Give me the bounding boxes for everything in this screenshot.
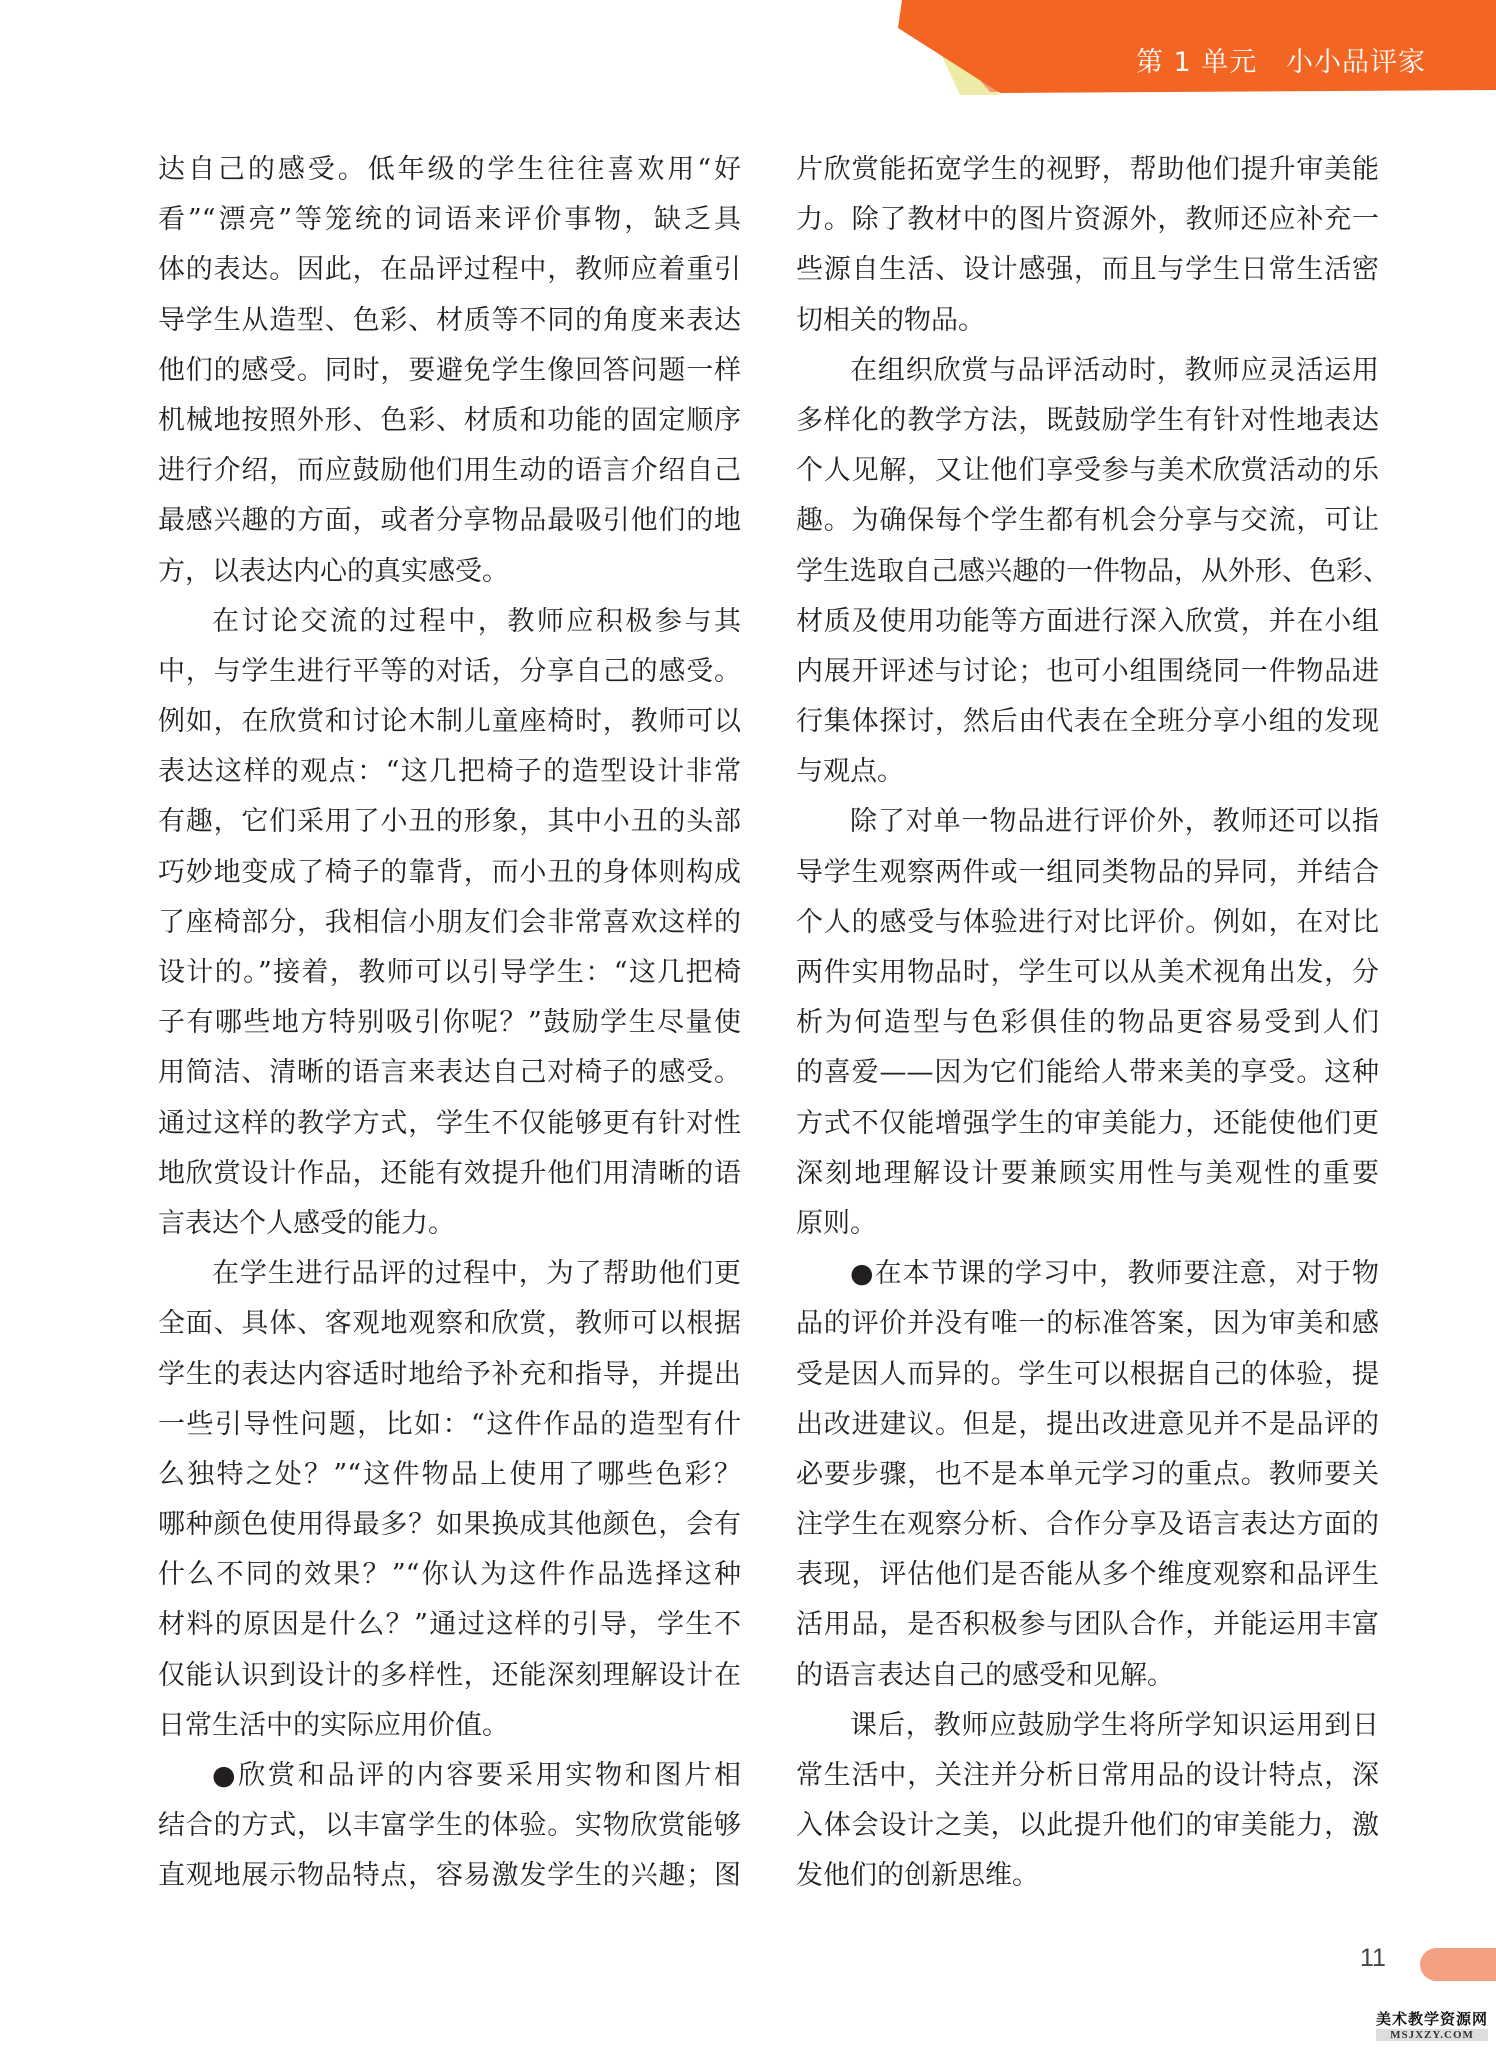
- page-number-tab-decoration: [1420, 1948, 1496, 1981]
- text-line: 直观地展示物品特点，容易激发学生的兴趣；图: [158, 1860, 741, 1892]
- text-line: 结合的方式，以丰富学生的体验。实物欣赏能够: [158, 1810, 741, 1842]
- text-line: 与观点。: [796, 756, 904, 788]
- page-header-banner: [0, 0, 1496, 100]
- text-line: 必要步骤，也不是本单元学习的重点。教师要关: [796, 1458, 1379, 1490]
- text-line: 日常生活中的实际应用价值。: [158, 1709, 509, 1741]
- text-line: 出改进建议。但是，提出改进意见并不是品评的: [796, 1408, 1379, 1440]
- text-line: 受是因人而异的。学生可以根据自己的体验，提: [796, 1358, 1379, 1390]
- text-line: 看”“漂亮”等笼统的词语来评价事物，缺乏具: [158, 204, 741, 236]
- text-line: 子有哪些地方特别吸引你呢？”鼓励学生尽量使: [158, 1007, 741, 1039]
- text-line: 入体会设计之美，以此提升他们的审美能力，激: [796, 1810, 1379, 1842]
- text-line: 内展开评述与讨论；也可小组围绕同一件物品进: [796, 655, 1379, 687]
- text-line: 课后，教师应鼓励学生将所学知识运用到日: [850, 1709, 1379, 1741]
- text-line: 深刻地理解设计要兼顾实用性与美观性的重要: [796, 1157, 1379, 1189]
- text-line: 的语言表达自己的感受和见解。: [796, 1659, 1174, 1691]
- page-number: 11: [1360, 1944, 1386, 1972]
- text-line: 学生的表达内容适时地给予补充和指导，并提出: [158, 1358, 741, 1390]
- text-line: 方，以表达内心的真实感受。: [158, 555, 509, 587]
- text-line: 切相关的物品。: [796, 304, 985, 336]
- text-line: 表达这样的观点：“这几把椅子的造型设计非常: [158, 756, 741, 788]
- text-line: 仅能认识到设计的多样性，还能深刻理解设计在: [158, 1659, 741, 1691]
- text-line: 常生活中，关注并分析日常用品的设计特点，深: [796, 1760, 1379, 1791]
- text-line: 通过这样的教学方式，学生不仅能够更有针对性: [158, 1107, 741, 1139]
- text-line: 力。除了教材中的图片资源外，教师还应补充一: [796, 204, 1379, 236]
- text-line: 两件实用物品时，学生可以从美术视角出发，分: [796, 957, 1379, 988]
- text-line: 的喜爱——因为它们能给人带来美的享受。这种: [796, 1057, 1379, 1089]
- text-line: 导学生从造型、色彩、材质等不同的角度来表达: [158, 304, 741, 336]
- text-line: 行集体探讨，然后由代表在全班分享小组的发现: [796, 706, 1379, 738]
- text-line: ●在本节课的学习中，教师要注意，对于物: [850, 1258, 1379, 1290]
- text-line: 巧妙地变成了椅子的靠背，而小丑的身体则构成: [158, 856, 741, 888]
- text-line: 了座椅部分，我相信小朋友们会非常喜欢这样的: [158, 906, 741, 938]
- text-line: 个人见解，又让他们享受参与美术欣赏活动的乐: [796, 455, 1379, 487]
- text-line: 什么不同的效果？”“你认为这件作品选择这种: [158, 1559, 741, 1591]
- text-line: 方式不仅能增强学生的审美能力，还能使他们更: [796, 1107, 1379, 1139]
- text-line: 发他们的创新思维。: [796, 1860, 1039, 1892]
- text-line: 机械地按照外形、色彩、材质和功能的固定顺序: [158, 404, 741, 436]
- text-line: 材质及使用功能等方面进行深入欣赏，并在小组: [796, 605, 1379, 637]
- text-line: 在讨论交流的过程中，教师应积极参与其: [212, 605, 741, 637]
- watermark-cn: 美术教学资源网: [1375, 2010, 1488, 2028]
- text-line: 析为何造型与色彩俱佳的物品更容易受到人们: [796, 1007, 1379, 1039]
- text-line: 表现，评估他们是否能从多个维度观察和品评生: [796, 1559, 1379, 1591]
- text-line: 设计的。”接着，教师可以引导学生：“这几把椅: [158, 957, 741, 988]
- text-line: 进行介绍，而应鼓励他们用生动的语言介绍自己: [158, 455, 741, 487]
- text-line: 体的表达。因此，在品评过程中，教师应着重引: [158, 254, 741, 286]
- text-line: 多样化的教学方法，既鼓励学生有针对性地表达: [796, 404, 1379, 436]
- text-line: 哪种颜色使用得最多？如果换成其他颜色，会有: [158, 1509, 741, 1541]
- text-line: 趣。为确保每个学生都有机会分享与交流，可让: [796, 505, 1379, 537]
- text-line: ●欣赏和品评的内容要采用实物和图片相: [212, 1760, 741, 1791]
- text-line: 个人的感受与体验进行对比评价。例如，在对比: [796, 906, 1379, 938]
- text-line: 材料的原因是什么？”通过这样的引导，学生不: [158, 1609, 741, 1641]
- text-line: 原则。: [796, 1207, 877, 1239]
- text-line: 学生选取自己感兴趣的一件物品，从外形、色彩、: [796, 555, 1390, 587]
- text-line: 言表达个人感受的能力。: [158, 1207, 455, 1239]
- text-line: 中，与学生进行平等的对话，分享自己的感受。: [158, 655, 741, 687]
- text-line: 达自己的感受。低年级的学生往往喜欢用“好: [158, 154, 741, 185]
- text-line: 导学生观察两件或一组同类物品的异同，并结合: [796, 856, 1379, 888]
- text-line: 全面、具体、客观地观察和欣赏，教师可以根据: [158, 1308, 741, 1340]
- text-line: 在组织欣赏与品评活动时，教师应灵活运用: [850, 354, 1379, 386]
- text-line: 些源自生活、设计感强，而且与学生日常生活密: [796, 254, 1379, 286]
- text-line: 例如，在欣赏和讨论木制儿童座椅时，教师可以: [158, 706, 741, 738]
- text-line: 最感兴趣的方面，或者分享物品最吸引他们的地: [158, 505, 741, 537]
- unit-title: 第 1 单元 小小品评家: [1135, 47, 1426, 78]
- text-line: 地欣赏设计作品，还能有效提升他们用清晰的语: [158, 1157, 741, 1189]
- text-line: 么独特之处？”“这件物品上使用了哪些色彩？: [158, 1458, 741, 1490]
- text-line: 品的评价并没有唯一的标准答案，因为审美和感: [796, 1308, 1379, 1340]
- left-text-column: [158, 145, 741, 1902]
- text-line: 片欣赏能拓宽学生的视野，帮助他们提升审美能: [796, 154, 1379, 185]
- text-line: 在学生进行品评的过程中，为了帮助他们更: [212, 1258, 741, 1290]
- text-line: 注学生在观察分析、合作分享及语言表达方面的: [796, 1509, 1379, 1541]
- right-text-column: [796, 145, 1390, 1902]
- text-line: 除了对单一物品进行评价外，教师还可以指: [850, 806, 1379, 838]
- text-line: 有趣，它们采用了小丑的形象，其中小丑的头部: [158, 806, 741, 838]
- text-line: 一些引导性问题，比如：“这件作品的造型有什: [158, 1408, 741, 1440]
- watermark-logo: [1376, 2008, 1488, 2041]
- text-line: 他们的感受。同时，要避免学生像回答问题一样: [158, 354, 741, 386]
- watermark-en: MSJXZY.COM: [1376, 2029, 1488, 2041]
- text-line: 活用品，是否积极参与团队合作，并能运用丰富: [796, 1609, 1379, 1641]
- text-line: 用简洁、清晰的语言来表达自己对椅子的感受。: [158, 1057, 741, 1089]
